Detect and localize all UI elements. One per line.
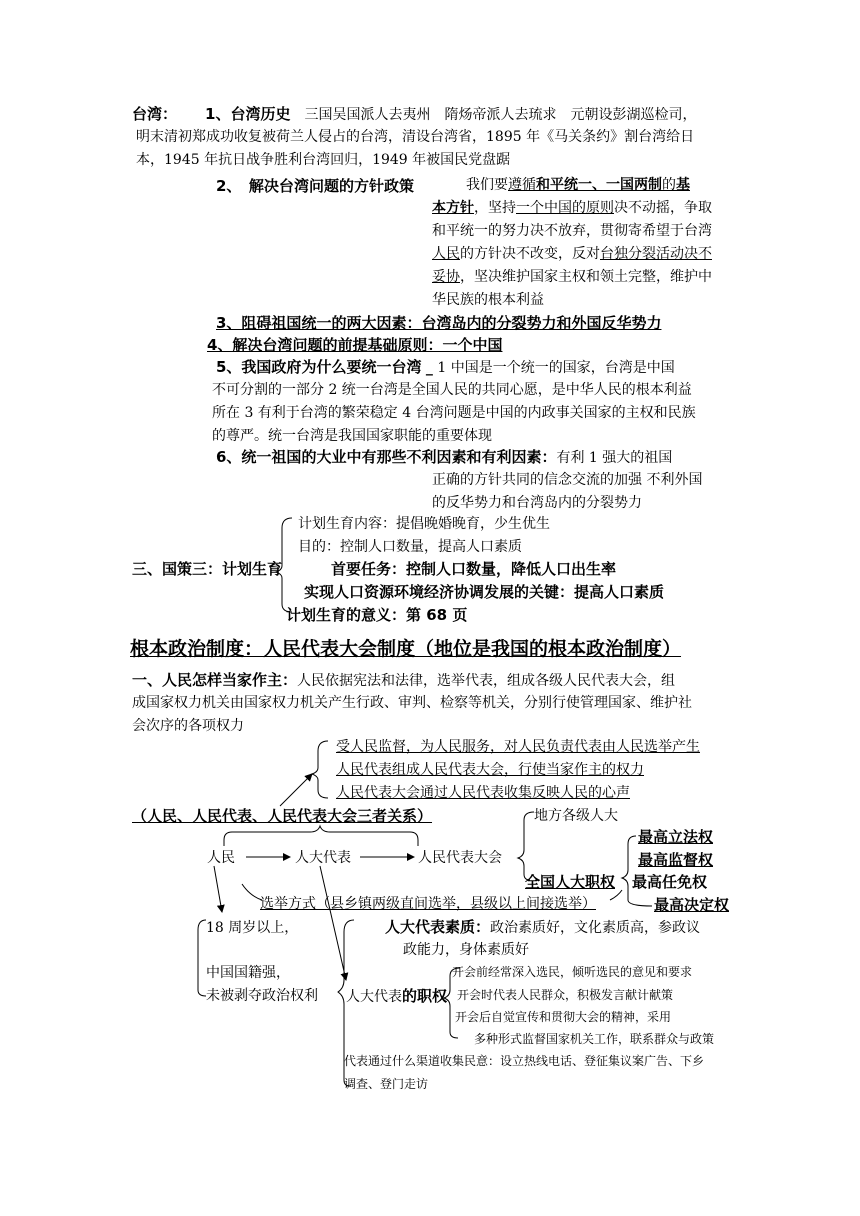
node-congress: 人民代表大会 bbox=[418, 850, 502, 866]
premise-principle: 4、解决台湾问题的前提基础原则：一个中国 bbox=[207, 336, 503, 354]
qualify-age: 18 周岁以上， bbox=[206, 920, 299, 936]
factors-line-2: 正确的方针共同的信念交流的加强 不利外国 bbox=[432, 472, 703, 488]
duty-2: 开会时代表人民群众，积极发言献计献策 bbox=[457, 988, 674, 1002]
fp-meaning: 计划生育的意义：第 68 页 bbox=[286, 606, 468, 624]
text: 的职权 bbox=[402, 987, 448, 1005]
node-deputy: 人大代表 bbox=[295, 850, 351, 866]
qualify-nationality: 中国国籍强， bbox=[206, 965, 290, 981]
master-line-1 bbox=[132, 669, 675, 692]
text: 有利 1 强大的祖国 bbox=[556, 450, 673, 466]
node-people: 人民 bbox=[207, 850, 235, 866]
master-title: 一、人民怎样当家作主： bbox=[132, 671, 298, 689]
text: 本方针 bbox=[432, 200, 474, 216]
text: 人大代表 bbox=[346, 989, 402, 1005]
quality-line-2: 政能力，身体素质好 bbox=[403, 942, 529, 958]
text: 人民依据宪法和法律，选举代表，组成各级人民代表大会，组 bbox=[297, 673, 676, 689]
taiwan-history-text-b: 明末清初郑成功收复被荷兰人侵占的台湾，清设台湾省，1895 年《马关条约》割台湾给日 bbox=[136, 129, 695, 145]
reason-line-4: 的尊严。统一台湾是我国国家职能的重要体现 bbox=[212, 428, 492, 444]
relation-2: 人民代表组成人民代表大会，行使当家作主的权力 bbox=[336, 762, 644, 778]
policy-line-6: 华民族的根本利益 bbox=[432, 292, 544, 308]
text: 我们要 bbox=[466, 177, 508, 193]
text: 选举方式（县乡镇两级直间选举，县级以上间接选举） bbox=[260, 896, 596, 912]
qualify-rights: 未被剥夺政治权利 bbox=[206, 988, 318, 1004]
text: 决不动摇，争取 bbox=[614, 200, 712, 216]
text: 的方针决不改变，反对 bbox=[460, 246, 600, 262]
policy-line-2 bbox=[432, 197, 712, 219]
text: ，坚持 bbox=[474, 200, 516, 216]
taiwan-history-title: 1、台湾历史 bbox=[205, 105, 291, 123]
reason-line-3: 所在 3 有利于台湾的繁荣稳定 4 台湾问题是中国的内政事关国家的主权和民族 bbox=[212, 405, 696, 421]
power-supervision: 最高监督权 bbox=[638, 851, 714, 869]
master-line-3: 会次序的各项权力 bbox=[132, 718, 244, 734]
quality-line-1 bbox=[385, 916, 700, 939]
taiwan-history-text-c: 本，1945 年抗日战争胜利台湾回归，1949 年被国民党盘踞 bbox=[136, 152, 511, 168]
policy-line-3: 和平统一的努力决不放弃，贯彻寄希望于台湾 bbox=[432, 223, 712, 239]
text: ，坚决维护国家主权和领土完整，维护中 bbox=[460, 269, 712, 285]
national-congress-powers: 全国人大职权 bbox=[525, 873, 616, 891]
election-method bbox=[260, 893, 596, 915]
fp-content: 计划生育内容：提倡晚婚晚育，少生优生 bbox=[298, 516, 550, 532]
obstacle-factors: 3、阻碍祖国统一的两大因素：台湾岛内的分裂势力和外国反华势力 bbox=[216, 314, 662, 332]
power-appointment: 最高任免权 bbox=[632, 873, 708, 891]
text: 一个中国的原则 bbox=[516, 200, 614, 216]
policy-title: 2、 解决台湾问题的方针政策 bbox=[216, 177, 414, 195]
duty-4: 多种形式监督国家机关工作，联系群众与政策 bbox=[474, 1032, 715, 1046]
relation-3: 人民代表大会通过人民代表收集反映人民的心声 bbox=[336, 785, 630, 801]
power-legislative: 最高立法权 bbox=[638, 828, 714, 846]
text: 和平统一、一国两制 bbox=[536, 177, 662, 193]
policy-line-1 bbox=[466, 174, 690, 196]
channel-line-1: 代表通过什么渠道收集民意：设立热线电话、登征集议案广告、下乡 bbox=[344, 1054, 705, 1068]
reason-line-2: 不可分割的一部分 2 统一台湾是全国人民的共同心愿，是中华人民的根本利益 bbox=[212, 382, 692, 398]
power-decision: 最高决定权 bbox=[654, 896, 730, 914]
fp-task: 首要任务：控制人口数量，降低人口出生率 bbox=[331, 560, 617, 578]
duty-1: 开会前经常深入选民，倾听选民的意见和要求 bbox=[452, 965, 693, 979]
text: 政治素质好，文化素质高，参政议 bbox=[490, 920, 701, 936]
text: 台独分裂活动决不 bbox=[600, 246, 712, 262]
taiwan-heading: 台湾： bbox=[132, 105, 178, 123]
relation-1: 受人民监督，为人民服务，对人民负责代表由人民选举产生 bbox=[336, 739, 700, 755]
text: 遵循 bbox=[508, 177, 536, 193]
reason-title: 5、我国政府为什么要统一台湾 bbox=[216, 358, 422, 376]
text: 基 bbox=[676, 177, 690, 193]
factors-title: 6、统一祖国的大业中有那些不利因素和有利因素： bbox=[216, 448, 557, 466]
text: 人民 bbox=[432, 246, 460, 262]
policy-line-4 bbox=[432, 243, 712, 265]
quality-title: 人大代表素质： bbox=[385, 918, 491, 936]
text: 1 中国是一个统一的国家，台湾是中国 bbox=[437, 360, 675, 376]
master-line-2: 成国家权力机关由国家权力机关产生行政、审判、检察等机关，分别行使管理国家、维护社 bbox=[132, 695, 692, 711]
factors-line-3: 的反华势力和台湾岛内的分裂势力 bbox=[432, 495, 642, 511]
taiwan-history-text-a: 三国吴国派人去夷州 隋炀帝派人去琉求 元朝设彭湖巡检司， bbox=[304, 107, 697, 123]
local-congress: 地方各级人大 bbox=[534, 808, 618, 824]
deputy-duties-label bbox=[346, 985, 447, 1008]
reason-line-1: 5、我国政府为什么要统一台湾 _ 1 中国是一个统一的国家，台湾是中国 bbox=[216, 358, 675, 376]
policy-line-5 bbox=[432, 266, 712, 288]
channel-line-2: 调查、登门走访 bbox=[344, 1077, 429, 1091]
relation-title: （人民、人民代表、人民代表大会三者关系） bbox=[132, 807, 433, 825]
fp-goal: 目的：控制人口数量，提高人口素质 bbox=[298, 539, 522, 555]
npc-title: 根本政治制度：人民代表大会制度（地位是我国的根本政治制度） bbox=[130, 638, 682, 660]
duty-3: 开会后自觉宣传和贯彻大会的精神，采用 bbox=[455, 1010, 672, 1024]
fp-heading: 三、国策三：计划生育 bbox=[132, 560, 283, 578]
taiwan-line-1 bbox=[132, 103, 696, 126]
text: 的 bbox=[662, 177, 676, 193]
factors-line-1 bbox=[216, 446, 672, 469]
text: 妥协 bbox=[432, 269, 460, 285]
fp-key: 实现人口资源环境经济协调发展的关键：提高人口素质 bbox=[304, 583, 665, 601]
